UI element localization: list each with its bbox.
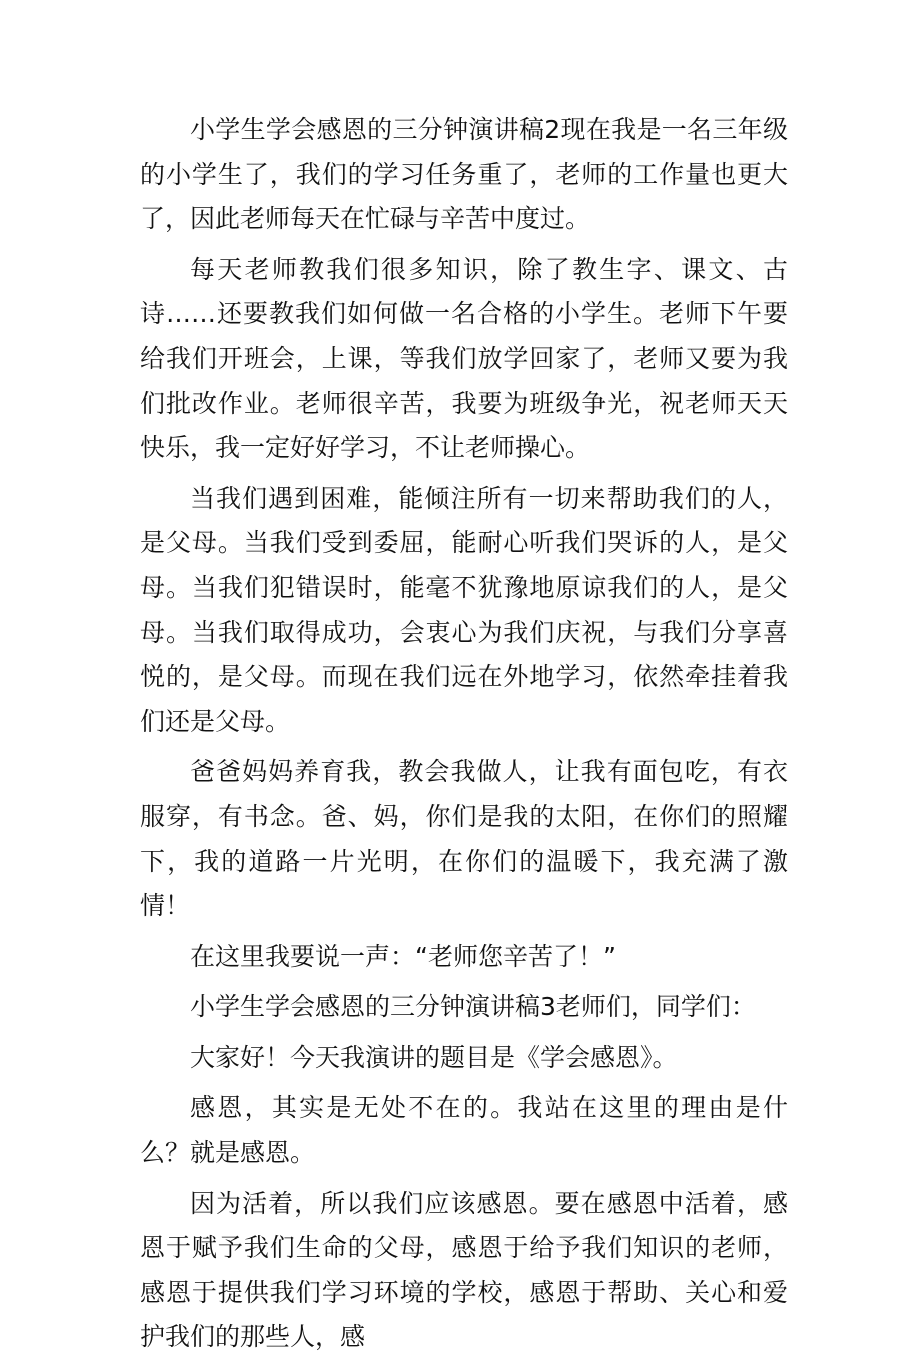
paragraph-5: 在这里我要说一声：“老师您辛苦了！” (190, 941, 616, 971)
paragraph-8: 感恩，其实是无处不在的。我站在这里的理由是什么？就是感恩。 (140, 1093, 788, 1168)
paragraph-1: 小学生学会感恩的三分钟演讲稿2现在我是一名三年级的小学生了，我们的学习任务重了，老师的工作量也更大了，因此老师每天在忙碌与辛苦中度过。 (140, 115, 788, 234)
document-body (140, 108, 788, 1360)
paragraph-3: 当我们遇到困难，能倾注所有一切来帮助我们的人，是父母。当我们受到委屈，能耐心听我们哭诉的人，是父母。当我们犯错误时，能毫不犹豫地原谅我们的人，是父母。当我们取得成功，会衷心为我们庆祝，与我们分享喜悦的，是父母。而现在我们远在外地学习，依然牵挂着我们还是父母。 (140, 483, 788, 736)
paragraph-4: 爸爸妈妈养育我，教会我做人，让我有面包吃，有衣服穿，有书念。爸、妈，你们是我的太阳，在你们的照耀下，我的道路一片光明，在你们的温暖下，我充满了激情！ (140, 757, 788, 921)
paragraph-6: 小学生学会感恩的三分钟演讲稿3老师们，同学们： (190, 992, 756, 1022)
paragraph-2: 每天老师教我们很多知识，除了教生字、课文、古诗……还要教我们如何做一名合格的小学生。老师下午要给我们开班会，上课，等我们放学回家了，老师又要为我们批改作业。老师很辛苦，我要为班级争光，祝老师天天快乐，我一定好好学习，不让老师操心。 (140, 254, 788, 463)
paragraph-9: 因为活着，所以我们应该感恩。要在感恩中活着，感恩于赋予我们生命的父母，感恩于给予我们知识的老师，感恩于提供我们学习环境的学校，感恩于帮助、关心和爱护我们的那些人，感 (140, 1188, 788, 1352)
paragraph-7: 大家好！今天我演讲的题目是《学会感恩》。 (190, 1042, 678, 1072)
